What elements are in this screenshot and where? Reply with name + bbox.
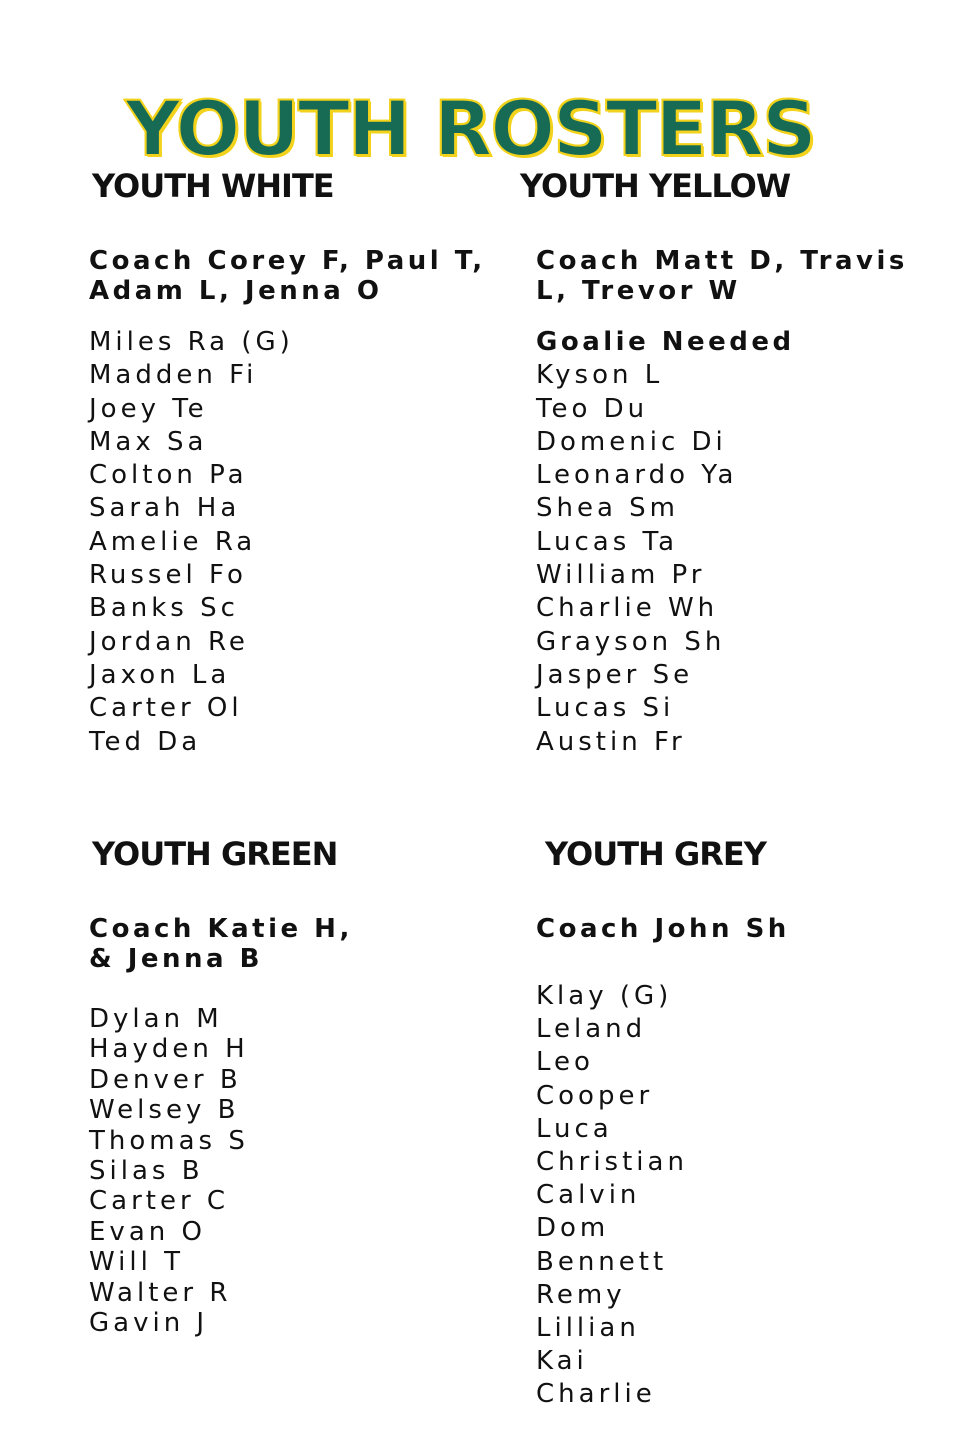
- player: Madden Fi: [89, 360, 258, 391]
- team-name: YOUTH GREEN: [92, 835, 338, 873]
- team-youth-green: [89, 835, 512, 1339]
- player: Will T: [89, 1247, 184, 1278]
- player: Christian: [536, 1147, 688, 1178]
- player: Charlie: [536, 1379, 656, 1410]
- page-title: YOUTH ROSTERS: [125, 83, 815, 173]
- goalie-needed-notice: Goalie Needed: [536, 327, 795, 357]
- player: Gavin J: [89, 1308, 209, 1339]
- player: Cooper: [536, 1080, 654, 1111]
- player: Colton Pa: [89, 460, 248, 491]
- player: Leo: [536, 1047, 594, 1078]
- coach-list: Coach Corey F, Paul T, Adam L, Jenna O: [89, 246, 486, 306]
- player: Ted Da: [89, 726, 202, 757]
- player: Leland: [536, 1014, 647, 1045]
- player: Evan O: [89, 1216, 206, 1247]
- player: Hayden H: [89, 1034, 249, 1065]
- player: Lucas Si: [536, 693, 675, 724]
- player: Domenic Di: [536, 426, 727, 457]
- player: Austin Fr: [536, 726, 686, 757]
- team-youth-grey: [536, 835, 965, 1412]
- team-name: YOUTH GREY: [545, 835, 766, 873]
- team-name: YOUTH WHITE: [92, 167, 334, 205]
- player: Jaxon La: [89, 659, 231, 690]
- player: Teo Du: [536, 393, 649, 424]
- player: Bennett: [536, 1246, 668, 1277]
- player: Dylan M: [89, 1004, 223, 1034]
- player: Miles Ra (G): [89, 327, 294, 357]
- player: Max Sa: [89, 426, 208, 457]
- player: Amelie Ra: [89, 526, 257, 557]
- player: Shea Sm: [536, 493, 680, 524]
- player: Jasper Se: [536, 659, 694, 690]
- player: Thomas S: [89, 1125, 249, 1156]
- player: Luca: [536, 1113, 613, 1144]
- player: Sarah Ha: [89, 493, 241, 524]
- player: Jordan Re: [89, 626, 249, 657]
- coach-list: Coach Katie H, & Jenna B: [89, 914, 353, 974]
- player: Carter Ol: [89, 693, 243, 724]
- player: Grayson Sh: [536, 626, 726, 657]
- player: Lucas Ta: [536, 526, 679, 557]
- player: Lillian: [536, 1313, 640, 1344]
- team-youth-white: [89, 167, 512, 759]
- player: Kyson L: [536, 360, 664, 391]
- player: William Pr: [536, 560, 706, 591]
- player: Remy: [536, 1279, 626, 1310]
- player: Walter R: [89, 1277, 232, 1308]
- player: Dom: [536, 1213, 610, 1244]
- player: Joey Te: [89, 393, 208, 424]
- player-list: [536, 326, 940, 759]
- coach-list: Coach John Sh: [536, 914, 790, 944]
- team-name: YOUTH YELLOW: [520, 167, 791, 205]
- player: Klay (G): [536, 981, 673, 1011]
- player: Charlie Wh: [536, 593, 719, 624]
- player: Russel Fo: [89, 560, 247, 591]
- player: Leonardo Ya: [536, 460, 738, 491]
- player: Denver B: [89, 1064, 242, 1095]
- player: Carter C: [89, 1186, 230, 1217]
- player: Silas B: [89, 1156, 204, 1187]
- player: Banks Sc: [89, 593, 239, 624]
- player-list: [89, 326, 512, 759]
- player: Calvin: [536, 1180, 641, 1211]
- player: Kai: [536, 1346, 588, 1377]
- team-youth-yellow: [520, 167, 940, 759]
- coach-list: Coach Matt D, Travis L, Trevor W: [536, 246, 908, 306]
- player: Welsey B: [89, 1095, 240, 1126]
- player-list: [536, 980, 965, 1412]
- player-list: [89, 1004, 512, 1338]
